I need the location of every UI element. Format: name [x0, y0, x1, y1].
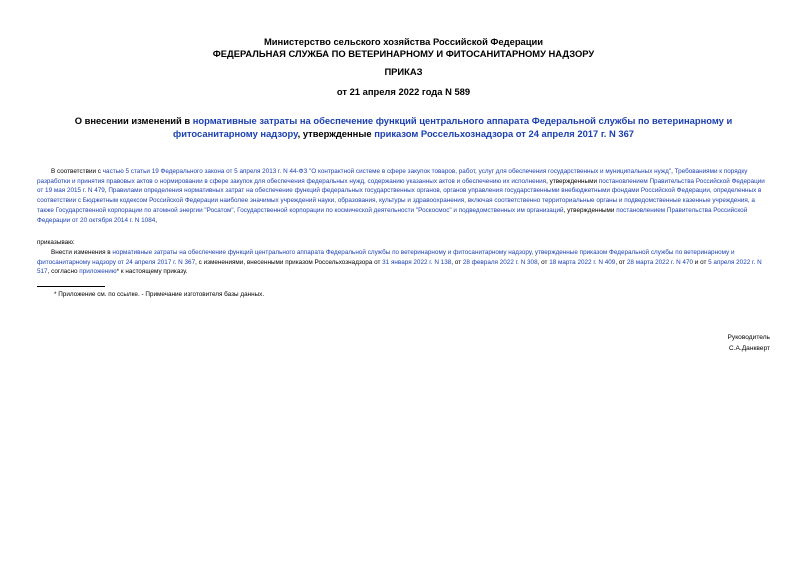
p1-text-6: , [155, 216, 158, 224]
footnote: * Приложение см. по ссылке. - Примечание изготовителя базы данных. [54, 291, 265, 298]
document-title [40, 115, 767, 140]
p1-link-requirements[interactable]: Требованиями к порядку разработки и принятия правовых актов о нормировании в сфере закупок для обеспечения федеральных нужд, содержанию указанных актов и обеспечению их исполнения [37, 168, 748, 185]
p2-link-order-308[interactable]: 28 февраля 2022 г. N 308 [462, 258, 538, 266]
title-prefix: О внесении изменений в [74, 115, 193, 126]
p1-text-3: , утвержденными [546, 177, 599, 185]
p1-text-1: В соответствии с [51, 168, 103, 175]
p1-link-resolution-479[interactable]: постановлением Правительства Российской Федерации от 19 мая 2015 г. N 479 [37, 177, 765, 195]
signatory-position: Руководитель [727, 334, 770, 341]
p2-link-order-409[interactable]: 18 марта 2022 г. N 409 [549, 258, 616, 266]
p2-text-8: * к настоящему приказу. [116, 268, 188, 276]
p2-text-7: , согласно [47, 268, 80, 276]
signatory-name: С.А.Данкверт [728, 344, 770, 352]
p1-link-resolution-1084[interactable]: постановлением Правительства Российской Федерации от 20 октября 2014 г. N 1084 [37, 206, 748, 224]
title-link-order[interactable]: приказом Россельхознадзора от 24 апреля 2017 г. N 367 [374, 127, 635, 139]
document-header [0, 36, 807, 60]
p2-text-3: , от [451, 258, 463, 266]
p2-text-4: , от [537, 258, 550, 266]
paragraph-order [37, 248, 770, 277]
p1-text-5: , утвержденными [563, 206, 617, 214]
p2-link-order-470[interactable]: 28 марта 2022 г. N 470 [626, 258, 693, 266]
paragraph-basis [37, 167, 770, 225]
p1-link-law[interactable]: частью 5 статьи 19 Федерального закона от 5 апреля 2013 г. N 44-ФЗ "О контрактной системе в сфере закупок товаров, работ, услуг для обеспечения государственных и муниципальных нужд" [102, 168, 672, 175]
p2-text-6: и от [693, 258, 709, 266]
p1-text-4: , [104, 187, 109, 195]
p1-text-2: , [671, 168, 675, 175]
p2-link-appendix[interactable]: приложению [79, 268, 117, 276]
ministry-name: Министерство сельского хозяйства Российской Федерации [263, 36, 544, 47]
order-word: приказываю: [37, 239, 75, 246]
p2-link-order-138[interactable]: 31 января 2022 г. N 138 [382, 258, 452, 266]
p2-text-5: , от [615, 258, 627, 266]
footnote-divider [37, 286, 105, 287]
title-link-norms[interactable]: нормативные затраты на обеспечение функций центрального аппарата Федеральной службы по ветеринарному и фитосанитарному надзору [172, 115, 733, 139]
service-name: ФЕДЕРАЛЬНАЯ СЛУЖБА ПО ВЕТЕРИНАРНОМУ И ФИТОСАНИТАРНОМУ НАДЗОРУ [212, 48, 595, 59]
document-date: от 21 апреля 2022 года N 589 [336, 86, 471, 97]
p2-text-2: , с изменениями, внесенными приказом Россельхознадзора от [195, 258, 383, 266]
p2-text-1: Внести изменения в [51, 249, 113, 256]
document-type: ПРИКАЗ [384, 66, 423, 77]
signature-block [728, 333, 770, 354]
p2-link-order-517[interactable]: 5 апреля 2022 г. N 517 [37, 258, 762, 276]
title-middle: , утвержденные [297, 127, 375, 139]
p1-link-rules[interactable]: Правилами определения нормативных затрат на обеспечение функций федеральных государственных органов, органов управления государственными внебюджетными фондами Российской Федерации, определенных в соответствии с Бюджетным кодексом Российской Федерации наиболее значимых учреждений науки, образования, культуры и здравоохранения, включая соответственно территориальные органы и подведомственные казенные учреждения, а также Государственной корпорации по атомной энергии "Росатом", Государственной корпорации по космической деятельности "Роскосмос" и подведомственных им организаций [37, 187, 762, 214]
p2-link-norms[interactable]: нормативные затраты на обеспечение функций центрального аппарата Федеральной службы по ветеринарному и фитосанитарному надзору, утвержденные приказом Федеральной службы по ветеринарному и фитосанитарному надзору от 24 апреля 2017 г. N 367 [37, 249, 735, 266]
